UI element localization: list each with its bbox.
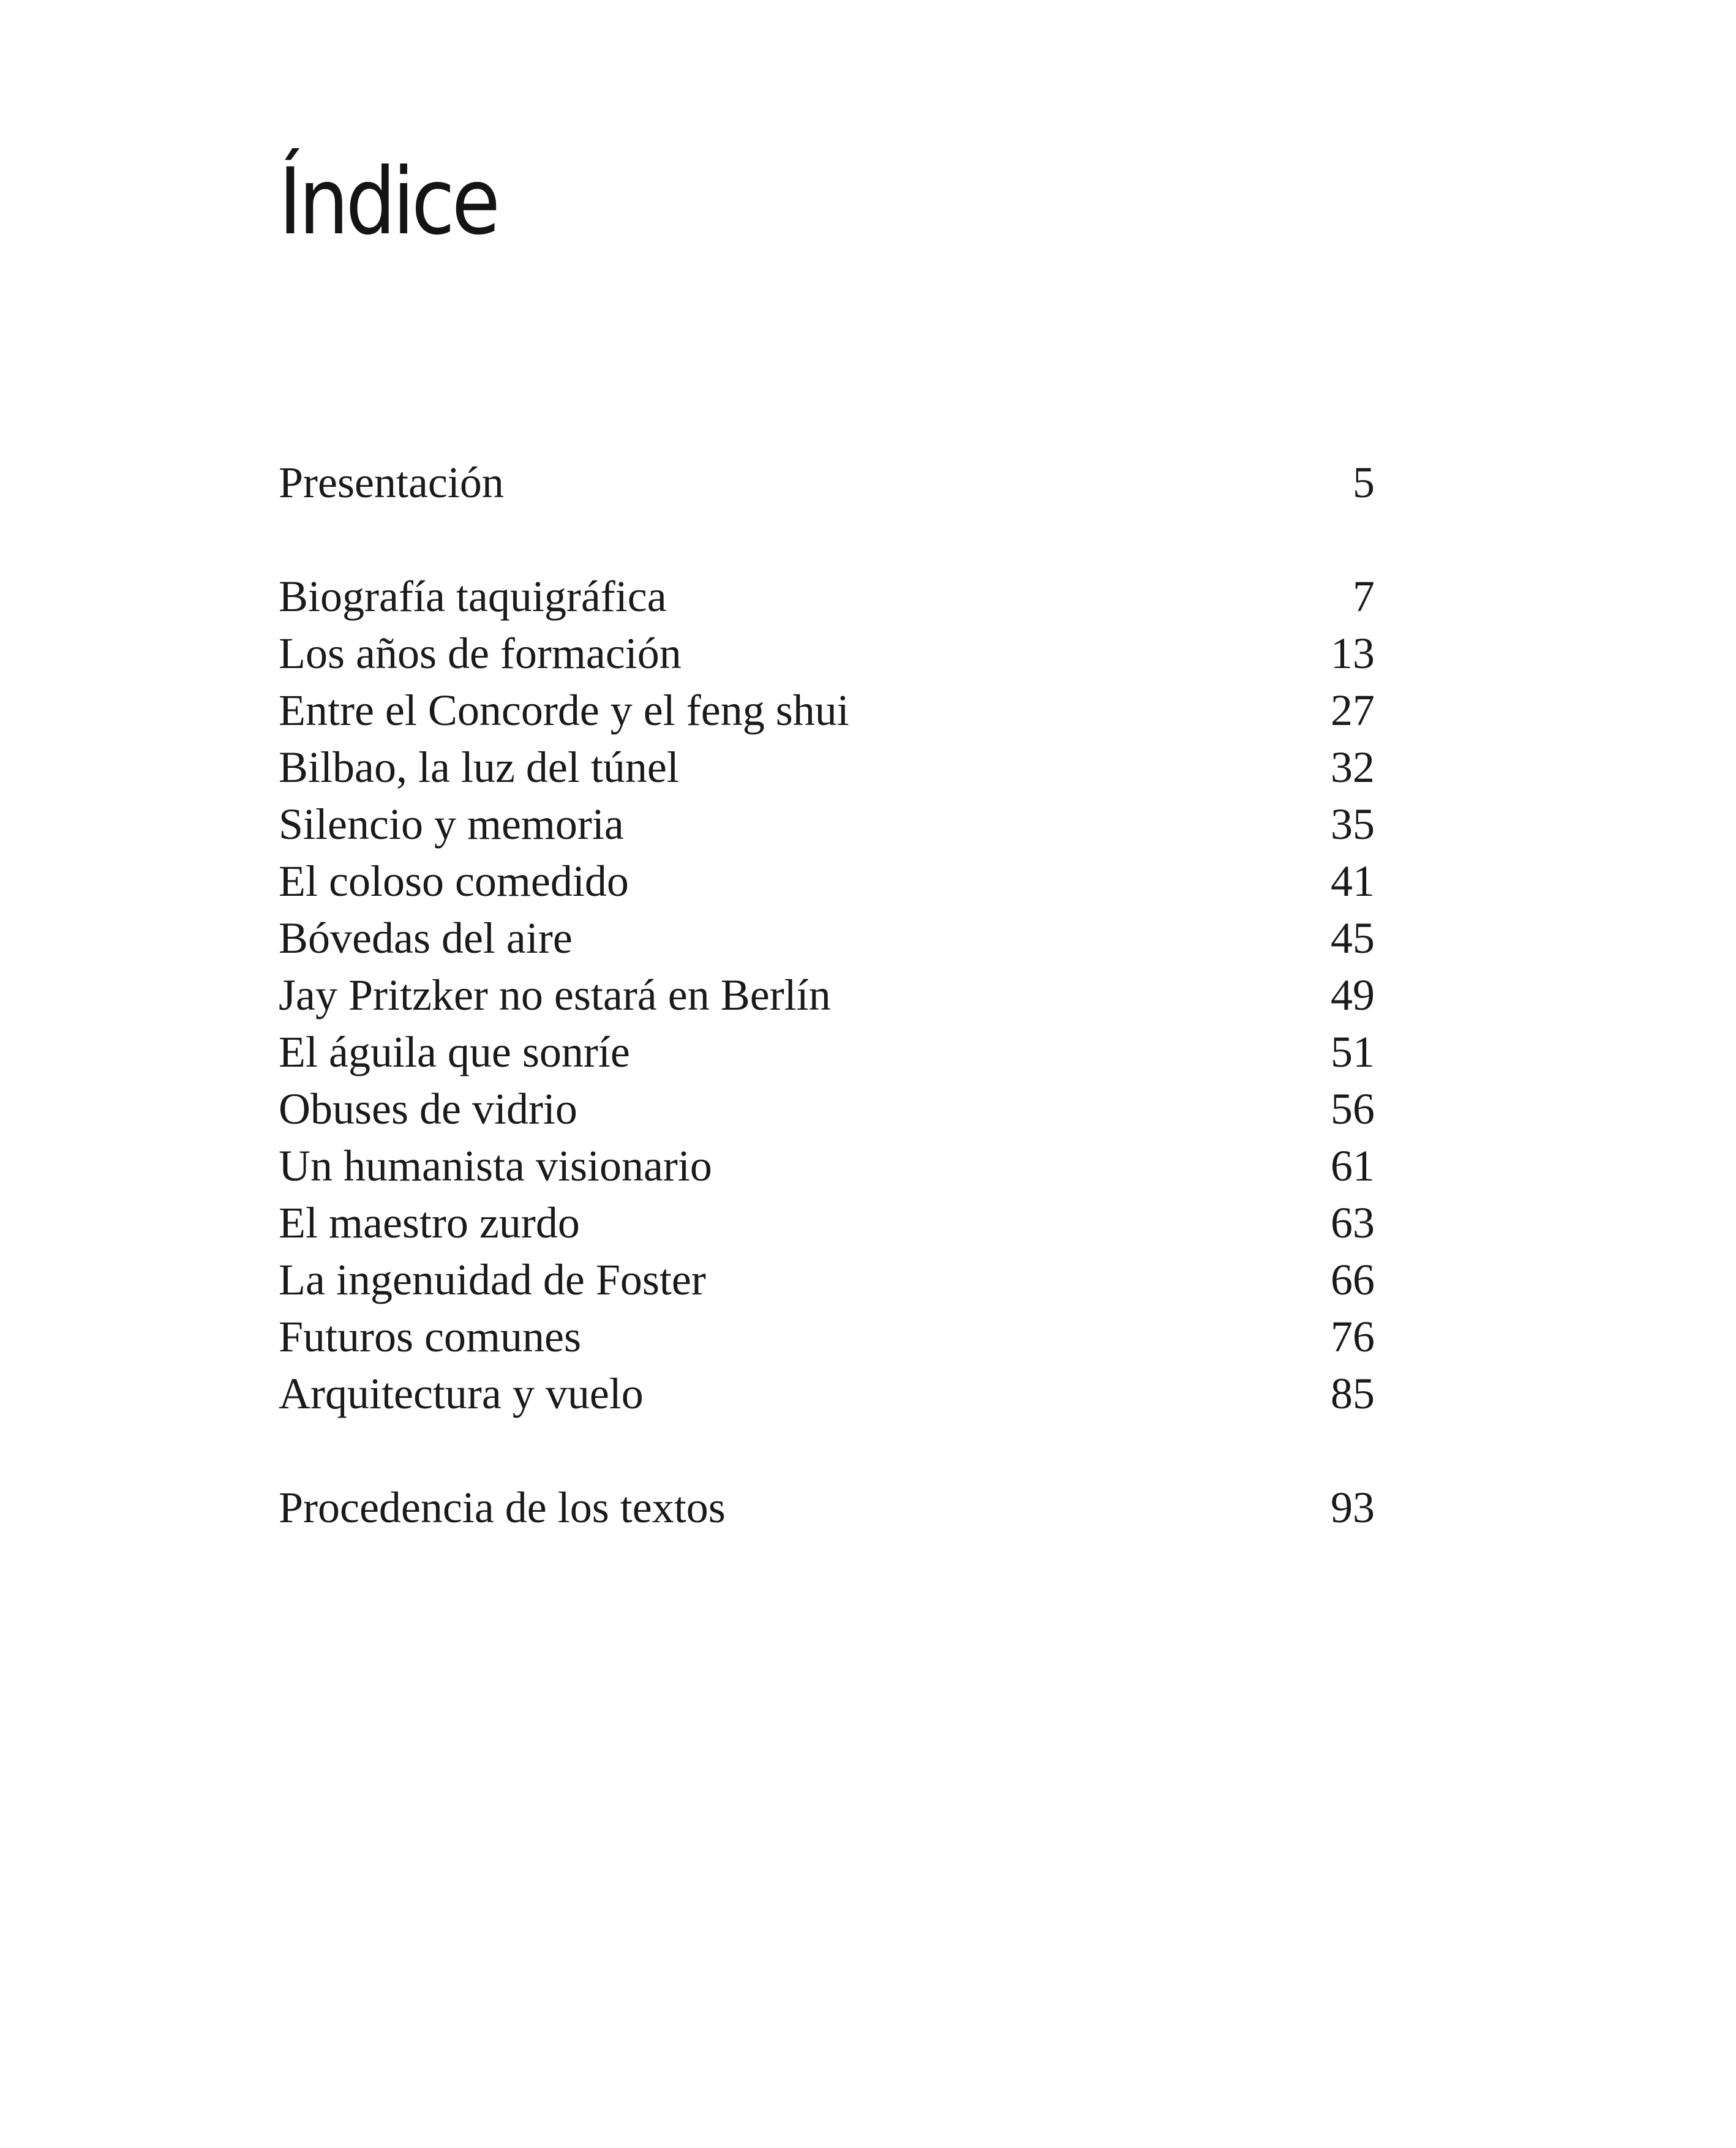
toc-entry-page: 27 bbox=[1331, 686, 1375, 735]
toc-entry-page: 85 bbox=[1331, 1369, 1375, 1418]
toc-entry-title: El águila que sonríe bbox=[279, 1027, 630, 1076]
toc-entry-page: 35 bbox=[1331, 800, 1375, 849]
toc-entry[interactable] bbox=[279, 1479, 1375, 1536]
toc-entry[interactable] bbox=[279, 454, 1375, 511]
toc-entry-title: El maestro zurdo bbox=[279, 1198, 580, 1247]
toc-entry[interactable] bbox=[279, 1195, 1375, 1252]
toc-entry[interactable] bbox=[279, 1365, 1375, 1422]
toc-entry-title: La ingenuidad de Foster bbox=[279, 1255, 706, 1304]
toc-entry-page: 76 bbox=[1331, 1312, 1375, 1361]
table-of-contents bbox=[279, 454, 1375, 1536]
toc-entry-title: Jay Pritzker no estará en Berlín bbox=[279, 971, 831, 1020]
toc-entry[interactable] bbox=[279, 682, 1375, 739]
toc-entry[interactable] bbox=[279, 568, 1375, 625]
toc-entry-title: Silencio y memoria bbox=[279, 800, 624, 849]
toc-entry[interactable] bbox=[279, 967, 1375, 1024]
toc-entry-title: Biografía taquigráfica bbox=[279, 572, 667, 621]
toc-entry-page: 49 bbox=[1331, 971, 1375, 1020]
toc-entry[interactable] bbox=[279, 853, 1375, 910]
toc-entry-title: Bilbao, la luz del túnel bbox=[279, 743, 679, 792]
toc-entry[interactable] bbox=[279, 1309, 1375, 1365]
toc-entry[interactable] bbox=[279, 910, 1375, 967]
toc-entry-page: 5 bbox=[1353, 458, 1375, 507]
toc-entry[interactable] bbox=[279, 796, 1375, 853]
toc-entry-page: 13 bbox=[1331, 629, 1375, 678]
toc-entry[interactable] bbox=[279, 625, 1375, 682]
toc-entry-title: Los años de formación bbox=[279, 629, 682, 678]
toc-spacer bbox=[279, 1422, 1375, 1479]
toc-entry-page: 41 bbox=[1331, 857, 1375, 906]
toc-entry[interactable] bbox=[279, 739, 1375, 796]
toc-entry[interactable] bbox=[279, 1024, 1375, 1081]
toc-entry-page: 93 bbox=[1331, 1483, 1375, 1532]
toc-entry-title: Entre el Concorde y el feng shui bbox=[279, 686, 849, 735]
toc-entry-title: Presentación bbox=[279, 458, 504, 507]
toc-entry-page: 66 bbox=[1331, 1255, 1375, 1304]
toc-entry-page: 63 bbox=[1331, 1198, 1375, 1247]
toc-entry-page: 61 bbox=[1331, 1141, 1375, 1190]
toc-entry-title: Procedencia de los textos bbox=[279, 1483, 726, 1532]
toc-entry[interactable] bbox=[279, 1081, 1375, 1138]
page-title: Índice bbox=[279, 149, 497, 255]
toc-entry[interactable] bbox=[279, 1252, 1375, 1309]
toc-entry-title: Bóvedas del aire bbox=[279, 914, 573, 963]
toc-entry-page: 56 bbox=[1331, 1084, 1375, 1133]
toc-entry-page: 51 bbox=[1331, 1027, 1375, 1076]
toc-entry-title: Arquitectura y vuelo bbox=[279, 1369, 644, 1418]
toc-entry-title: Un humanista visionario bbox=[279, 1141, 712, 1190]
toc-entry-title: Futuros comunes bbox=[279, 1312, 581, 1361]
toc-spacer bbox=[279, 511, 1375, 568]
toc-entry-page: 7 bbox=[1353, 572, 1375, 621]
toc-entry-title: El coloso comedido bbox=[279, 857, 629, 906]
toc-entry[interactable] bbox=[279, 1138, 1375, 1195]
toc-entry-title: Obuses de vidrio bbox=[279, 1084, 577, 1133]
toc-entry-page: 45 bbox=[1331, 914, 1375, 963]
toc-entry-page: 32 bbox=[1331, 743, 1375, 792]
